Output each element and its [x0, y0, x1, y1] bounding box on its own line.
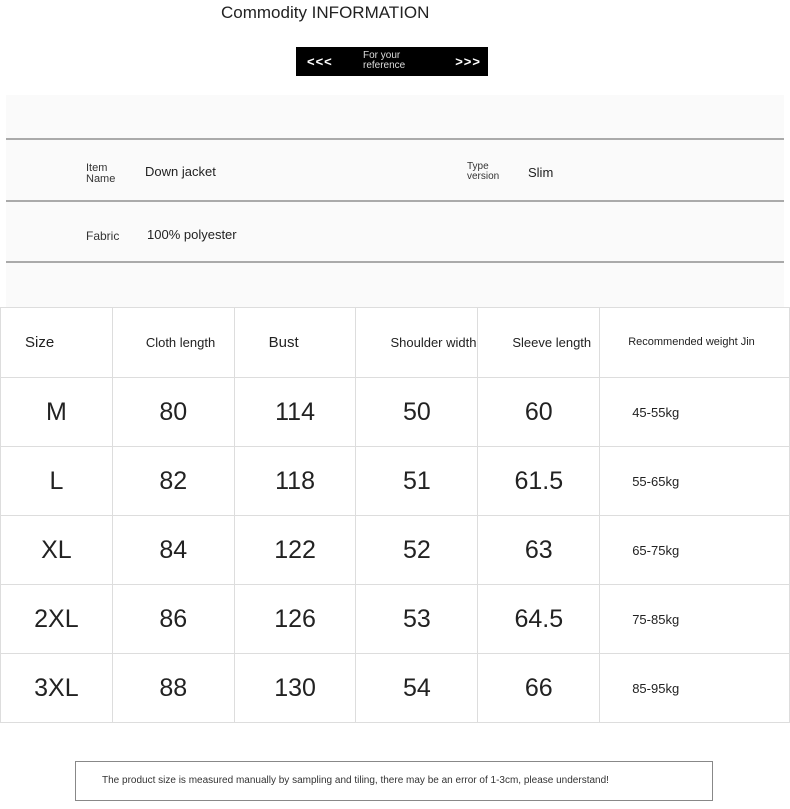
table-row [1, 378, 790, 447]
cell-shoulder-width: 53 [356, 585, 478, 654]
cell-sleeve-length: 63 [478, 516, 600, 585]
cell-cloth-length: 88 [112, 654, 234, 723]
cell-recommended-weight: 65-75kg [600, 516, 790, 585]
type-version-label: Type version [467, 161, 500, 182]
cell-bust: 114 [234, 378, 356, 447]
cell-cloth-length: 80 [112, 378, 234, 447]
cell-size: 3XL [1, 654, 113, 723]
type-version-value: Slim [528, 165, 554, 180]
cell-size: L [1, 447, 113, 516]
cell-recommended-weight: 85-95kg [600, 654, 790, 723]
table-header-row [1, 308, 790, 378]
header-recommended-weight: Recommended weight Jin [600, 308, 790, 378]
cell-sleeve-length: 60 [478, 378, 600, 447]
cell-bust: 118 [234, 447, 356, 516]
table-row [1, 516, 790, 585]
cell-sleeve-length: 61.5 [478, 447, 600, 516]
divider [6, 261, 784, 263]
cell-recommended-weight: 45-55kg [600, 378, 790, 447]
cell-sleeve-length: 66 [478, 654, 600, 723]
table-row [1, 654, 790, 723]
cell-shoulder-width: 52 [356, 516, 478, 585]
cell-cloth-length: 86 [112, 585, 234, 654]
divider [6, 138, 784, 140]
cell-shoulder-width: 51 [356, 447, 478, 516]
cell-size: M [1, 378, 113, 447]
cell-bust: 126 [234, 585, 356, 654]
cell-recommended-weight: 75-85kg [600, 585, 790, 654]
cell-shoulder-width: 50 [356, 378, 478, 447]
cell-size: 2XL [1, 585, 113, 654]
prev-arrows: <<< [307, 54, 333, 69]
cell-cloth-length: 84 [112, 516, 234, 585]
header-size: Size [1, 308, 113, 378]
cell-bust: 122 [234, 516, 356, 585]
item-name-value: Down jacket [145, 164, 216, 179]
next-arrows: >>> [455, 54, 481, 69]
divider [6, 200, 784, 202]
cell-bust: 130 [234, 654, 356, 723]
table-row [1, 447, 790, 516]
cell-recommended-weight: 55-65kg [600, 447, 790, 516]
page-title: Commodity INFORMATION [221, 3, 430, 22]
cell-shoulder-width: 54 [356, 654, 478, 723]
cell-cloth-length: 82 [112, 447, 234, 516]
reference-banner [296, 47, 488, 76]
fabric-label: Fabric [86, 229, 120, 243]
header-shoulder-width: Shoulder width [356, 308, 478, 378]
fabric-value: 100% polyester [147, 227, 237, 242]
disclaimer-text: The product size is measured manually by sampling and tiling, there may be an error of 1-3cm, please understand! [102, 775, 609, 786]
size-chart-table [0, 307, 790, 723]
header-cloth-length: Cloth length [112, 308, 234, 378]
table-row [1, 585, 790, 654]
reference-label: For your reference [363, 50, 406, 71]
cell-sleeve-length: 64.5 [478, 585, 600, 654]
header-sleeve-length: Sleeve length [478, 308, 600, 378]
size-disclaimer [75, 761, 713, 801]
item-name-label: Item Name [86, 162, 116, 185]
cell-size: XL [1, 516, 113, 585]
header-bust: Bust [234, 308, 356, 378]
